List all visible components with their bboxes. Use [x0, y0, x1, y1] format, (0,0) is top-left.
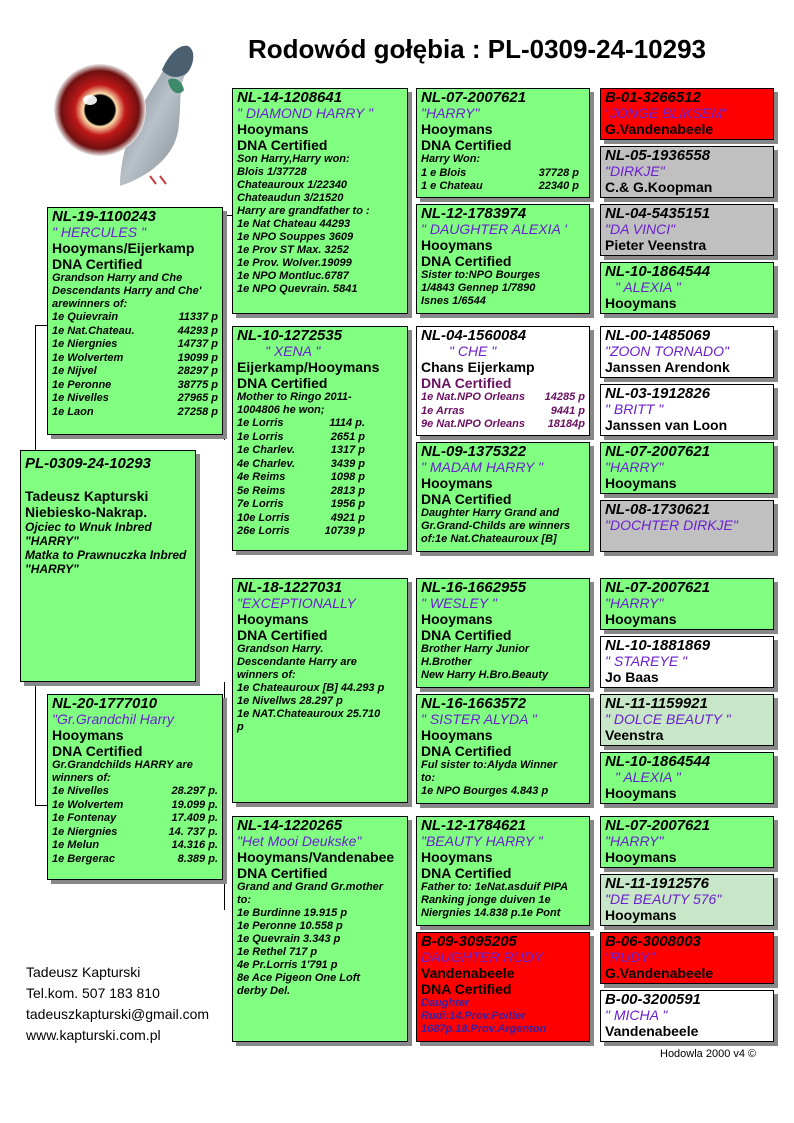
race: 1e Peronne: [52, 378, 112, 391]
description: p: [237, 721, 244, 733]
birds: 1317 p: [330, 444, 365, 456]
description: Grandson Harry.: [237, 643, 324, 655]
ring-number: NL-07-2007621: [605, 443, 711, 460]
pigeon-name: "BEAUTY HARRY ": [421, 833, 543, 849]
race: 26e Lorris: [237, 525, 290, 537]
race: 1e Nat.NPO Orleans: [421, 391, 525, 403]
sire-sire-card: [232, 88, 408, 314]
gen3-card: [416, 88, 590, 198]
result-row: [237, 498, 403, 512]
owner: Hooymans: [605, 907, 677, 923]
owner: Hooymans: [421, 727, 493, 743]
gen4-card: [600, 326, 774, 378]
ring-number: NL-14-1208641: [237, 89, 343, 106]
dam-card: [47, 694, 223, 880]
result-row: [52, 325, 218, 339]
result-row: [52, 365, 218, 379]
note: "HARRY": [25, 562, 79, 576]
race: 1e Melun: [52, 839, 100, 851]
dna-label: DNA Certified: [421, 981, 512, 997]
description: 1e Chateauroux [B] 44.293 p: [237, 682, 385, 694]
ring-number: NL-18-1227031: [237, 579, 343, 596]
ring-number: NL-10-1881869: [605, 637, 711, 654]
description: 1e NPO Montluc.6787: [237, 270, 349, 282]
result-row: [237, 417, 403, 431]
dna-label: DNA Certified: [421, 375, 512, 391]
race: 1e Fontenay: [52, 812, 117, 824]
ring-number: NL-16-1663572: [421, 695, 527, 712]
birds: 28.297 p.: [171, 785, 218, 797]
birds: 18184p: [547, 418, 585, 430]
gen3-card: [416, 204, 590, 314]
description: 1e NPO Souppes 3609: [237, 231, 354, 243]
owner: Hooymans: [421, 611, 493, 627]
description: to:: [421, 772, 436, 784]
dna-label: DNA Certified: [237, 627, 328, 643]
race: 1e Niergnies: [52, 338, 118, 350]
pigeon-name: " STAREYE ": [605, 653, 688, 669]
pigeon-name: " SISTER ALYDA ": [421, 711, 537, 727]
owner: Hooymans/Eijerkamp: [52, 240, 195, 256]
dam-dam-card: [232, 816, 408, 1042]
result-row: [52, 812, 218, 826]
gen3-card: [416, 326, 590, 436]
gen4-card: [600, 752, 774, 804]
sire-card: [47, 207, 223, 435]
ring-number: B-01-3266512: [605, 89, 701, 106]
gen4-card: [600, 262, 774, 314]
result-row: [421, 418, 585, 432]
birds: 28297 p: [177, 365, 218, 377]
breeder-name: Tadeusz Kapturski: [26, 964, 141, 980]
dna-label: DNA Certified: [421, 743, 512, 759]
gen4-card: [600, 204, 774, 256]
owner: Eijerkamp/Hooymans: [237, 359, 380, 375]
dna-label: DNA Certified: [421, 491, 512, 507]
owner: Jo Baas: [605, 669, 659, 685]
description: winners of:: [52, 772, 111, 784]
gen4-card: [600, 932, 774, 984]
ring-number: PL-0309-24-10293: [25, 455, 151, 472]
pigeon-name: DAUGHTER RUDY: [421, 949, 544, 965]
result-row: [237, 458, 403, 472]
pigeon-name: " MICHA ": [605, 1007, 668, 1023]
birds: 1956 p: [330, 498, 365, 510]
result-row: [52, 839, 218, 853]
sire-dam-card: [232, 326, 408, 551]
pigeon-name: "ZOON TORNADO": [605, 343, 730, 359]
dna-label: DNA Certified: [237, 137, 328, 153]
owner: Pieter Veenstra: [605, 237, 707, 253]
description: Ful sister to:Alyda Winner: [421, 759, 558, 771]
pigeon-name: " DOLCE BEAUTY ": [605, 711, 731, 727]
ring-number: NL-12-1784621: [421, 817, 527, 834]
ring-number: NL-07-2007621: [421, 89, 527, 106]
description: 8e Ace Pigeon One Loft: [237, 972, 361, 984]
description: 1e NAT.Chateauroux 25.710: [237, 708, 381, 720]
ring-number: NL-14-1220265: [237, 817, 343, 834]
description: Harry are grandfather to :: [237, 205, 370, 217]
result-row: [52, 338, 218, 352]
race: 1e Wolvertem: [52, 351, 124, 364]
gen4-card: [600, 694, 774, 746]
result-row: [421, 180, 585, 194]
pigeon-name: "HARRY": [605, 833, 664, 849]
description: Daughter: [421, 997, 470, 1009]
race: 7e Lorris: [237, 498, 284, 510]
ring-number: NL-09-1375322: [421, 443, 527, 460]
owner: Hooymans: [605, 475, 677, 491]
description: Sister to:NPO Bourges: [421, 269, 541, 281]
gen3-card: [416, 578, 590, 688]
description: Descendante Harry are: [237, 656, 357, 668]
dna-label: DNA Certified: [237, 375, 328, 391]
description: Gr.Grand-Childs are winners: [421, 520, 571, 532]
result-row: [237, 471, 403, 485]
owner: Hooymans: [605, 849, 677, 865]
ring-number: B-09-3095205: [421, 933, 517, 950]
owner: Janssen Arendonk: [605, 359, 730, 375]
description: New Harry H.Bro.Beauty: [421, 669, 549, 681]
ring-number: NL-05-1936558: [605, 147, 711, 164]
birds: 1098 p: [330, 471, 365, 483]
pigeon-name: " HERCULES ": [52, 224, 146, 240]
birds: 11337 p: [178, 311, 218, 323]
owner: Hooymans: [605, 611, 677, 627]
description: Mother to Ringo 2011-: [237, 391, 352, 403]
race: 10e Lorris: [237, 511, 290, 524]
pigeon-name: "DA VINCI": [605, 221, 676, 237]
birds: 27258 p: [177, 405, 218, 418]
description: Niergnies 14.838 p.1e Pont: [421, 907, 561, 919]
description: winners of:: [237, 669, 296, 681]
pigeon-name: "Gr.Grandchil Harry: [52, 711, 174, 727]
pigeon-name: " WESLEY ": [421, 595, 497, 611]
owner: Vandenabeele: [605, 1023, 699, 1039]
owner: Hooymans: [421, 237, 493, 253]
owner: Vandenabeele: [421, 965, 515, 981]
connector-line: [224, 215, 225, 440]
race: 1 e Chateau: [421, 180, 483, 192]
race: 1e Bergerac: [52, 852, 115, 865]
birds: 27965 p: [177, 392, 218, 404]
ring-number: NL-12-1783974: [421, 205, 527, 222]
birds: 14737 p: [177, 338, 218, 350]
description: Father to: 1eNat.asduif PIPA: [421, 881, 569, 893]
ring-number: NL-11-1912576: [605, 875, 709, 892]
description: 1e Nivellws 28.297 p: [237, 695, 343, 707]
breeder-email[interactable]: tadeuszkapturski@gmail.com: [26, 1006, 210, 1022]
description: 1e Nat Chateau 44293: [237, 218, 351, 230]
description: 1e NPO Bourges 4.843 p: [421, 785, 549, 797]
gen4-card: [600, 990, 774, 1042]
owner: Hooymans: [237, 121, 309, 137]
birds: 19099 p: [177, 351, 218, 364]
description: derby Del.: [237, 985, 291, 997]
owner: G.Vandenabeele: [605, 965, 714, 981]
birds: 4921 p: [330, 511, 365, 524]
gen4-card: [600, 816, 774, 868]
owner: Hooymans/Vandenabee: [237, 849, 395, 865]
description: 1687p.18.Prov.Argenton: [421, 1023, 547, 1035]
ring-number: NL-00-1485069: [605, 327, 711, 344]
owner: Hooymans: [52, 727, 124, 743]
ring-number: NL-10-1864544: [605, 263, 711, 280]
pigeon-name: " BRITT ": [605, 401, 664, 417]
description: 1e Rethel 717 p: [237, 946, 318, 958]
race: 4e Charlev.: [237, 457, 296, 470]
gen3-card: [416, 932, 590, 1042]
description: of:1e Nat.Chateauroux [B]: [421, 533, 557, 545]
software-footer: Hodowla 2000 v4 ©: [660, 1048, 757, 1060]
description: Blois 1/37728: [237, 166, 307, 178]
description: 1e Prov. Wolver.19099: [237, 257, 352, 269]
gen3-card: [416, 442, 590, 552]
pigeon-name: " XENA ": [265, 343, 321, 359]
connector-line: [35, 805, 47, 806]
owner: Hooymans: [237, 611, 309, 627]
owner: C.& G.Koopman: [605, 179, 713, 195]
race: 1e Wolvertem: [52, 798, 124, 811]
race: 1e Nijvel: [52, 365, 97, 377]
description: Gr.Grandchilds HARRY are: [52, 759, 193, 771]
description: 1e Burdinne 19.915 p: [237, 907, 348, 919]
breeder-phone: Tel.kom. 507 183 810: [26, 985, 160, 1001]
race: 1e Arras: [421, 404, 465, 417]
birds: 22340 p: [538, 180, 579, 192]
gen4-card: [600, 500, 774, 552]
race: 1e Nivelles: [52, 392, 109, 404]
note: Matka to Prawnuczka Inbred: [25, 548, 187, 562]
pigeon-name: "JONGE BLIKSEM": [605, 105, 728, 121]
birds: 14285 p: [544, 391, 585, 403]
description: H.Brother: [421, 656, 472, 668]
ring-number: NL-07-2007621: [605, 579, 711, 596]
description: Rudi:14.Prov.Poitier: [421, 1010, 526, 1022]
pigeon-name: "DOCHTER DIRKJE": [605, 517, 738, 533]
pigeon-name: "RUDY": [605, 949, 655, 965]
race: 1e Niergnies: [52, 825, 118, 838]
birds: 19.099 p.: [171, 798, 218, 811]
dna-label: DNA Certified: [421, 865, 512, 881]
result-row: [52, 392, 218, 406]
pigeon-name: "DE BEAUTY 576": [605, 891, 722, 907]
description: Isnes 1/6544: [421, 295, 486, 307]
birds: 14. 737 p.: [168, 825, 218, 838]
result-row: [421, 391, 585, 405]
race: 9e Nat.NPO Orleans: [421, 418, 525, 430]
description: Descendants Harry and Che': [52, 285, 202, 297]
dna-label: DNA Certified: [421, 627, 512, 643]
description: Son Harry,Harry won:: [237, 153, 350, 165]
result-row: [237, 525, 403, 539]
result-row: [237, 485, 403, 499]
result-row: [52, 799, 218, 813]
owner: Hooymans: [605, 295, 677, 311]
description: Chateaudun 3/21520: [237, 192, 344, 204]
pigeon-name: "DIRKJE": [605, 163, 665, 179]
pigeon-eye-logo: [50, 36, 198, 186]
ring-number: B-06-3008003: [605, 933, 701, 950]
birds: 14.316 p.: [171, 839, 218, 851]
owner: Hooymans: [421, 849, 493, 865]
dna-label: DNA Certified: [52, 743, 143, 759]
result-row: [52, 826, 218, 840]
result-row: [421, 167, 585, 181]
owner: Chans Eijerkamp: [421, 359, 535, 375]
dna-label: DNA Certified: [52, 256, 143, 272]
description: arewinners of:: [52, 298, 128, 310]
ring-number: NL-16-1662955: [421, 579, 527, 596]
ring-number: NL-08-1730621: [605, 501, 711, 518]
pigeon-name: "HARRY": [605, 595, 664, 611]
pigeon-name: " CHE ": [449, 343, 497, 359]
race: 5e Reims: [237, 484, 286, 497]
description: to:: [237, 894, 252, 906]
race: 1e Nivelles: [52, 785, 109, 797]
pigeon-name: " DIAMOND HARRY ": [237, 105, 373, 121]
owner: Tadeusz Kapturski: [25, 488, 149, 504]
description: Grandson Harry and Che: [52, 272, 183, 284]
pigeon-name: " DAUGHTER ALEXIA ': [421, 221, 567, 237]
result-row: [52, 311, 218, 325]
note: "HARRY": [25, 534, 79, 548]
gen3-card: [416, 694, 590, 804]
pigeon-name: " MADAM HARRY ": [421, 459, 543, 475]
result-row: [52, 785, 218, 799]
note: Ojciec to Wnuk Inbred: [25, 520, 152, 534]
connector-line: [35, 325, 47, 326]
result-row: [421, 405, 585, 419]
birds: 44293 p: [177, 324, 218, 337]
pigeon-name: " ALEXIA ": [615, 279, 681, 295]
description: Grand and Grand Gr.mother: [237, 881, 384, 893]
description: Chateauroux 1/22340: [237, 179, 348, 191]
description: 1e Quevrain 3.343 p: [237, 933, 341, 945]
race: 1e Lorris: [237, 430, 284, 443]
connector-line: [224, 682, 225, 910]
race: Harry Won:: [421, 153, 481, 165]
description: Brother Harry Junior: [421, 643, 530, 655]
gen4-card: [600, 636, 774, 688]
owner: Hooymans: [605, 785, 677, 801]
connector-line: [224, 215, 232, 216]
ring-number: NL-04-1560084: [421, 327, 527, 344]
dna-label: DNA Certified: [421, 253, 512, 269]
dna-label: DNA Certified: [421, 137, 512, 153]
result-row: [237, 512, 403, 526]
owner: G.Vandenabeele: [605, 121, 714, 137]
birds: 8.389 p.: [177, 852, 218, 865]
owner: Janssen van Loon: [605, 417, 728, 433]
result-row: [52, 853, 218, 867]
breeder-website[interactable]: www.kapturski.com.pl: [26, 1027, 161, 1043]
gen4-card: [600, 874, 774, 926]
owner: Hooymans: [421, 475, 493, 491]
ring-number: NL-20-1777010: [52, 695, 158, 712]
ring-number: NL-19-1100243: [52, 208, 156, 225]
pigeon-name: "HARRY": [605, 459, 664, 475]
gen4-card: [600, 442, 774, 494]
birds: 37728 p: [538, 166, 579, 179]
description: 1/4843 Gennep 1/7890: [421, 282, 536, 294]
race: 1e Lorris: [237, 417, 284, 429]
pigeon-name: "EXCEPTIONALLY: [237, 595, 356, 611]
gen4-card: [600, 384, 774, 436]
result-row: [421, 153, 585, 167]
birds: 2651 p: [330, 430, 365, 443]
gen4-card: [600, 88, 774, 140]
ring-number: NL-07-2007621: [605, 817, 711, 834]
owner: Veenstra: [605, 727, 664, 743]
subject-pigeon-card: [20, 450, 196, 682]
birds: 1114 p.: [329, 417, 365, 429]
gen4-card: [600, 578, 774, 630]
birds: 17.409 p.: [171, 812, 218, 824]
birds: 3439 p: [330, 457, 365, 470]
birds: 9441 p: [550, 404, 585, 417]
race: 1e Charlev.: [237, 444, 296, 456]
description: 1e Prov ST Max. 3252: [237, 244, 349, 256]
ring-number: B-00-3200591: [605, 991, 701, 1008]
description: Ranking jonge duiven 1e: [421, 894, 551, 906]
ring-number: NL-04-5435151: [605, 205, 711, 222]
pigeon-name: " ALEXIA ": [615, 769, 681, 785]
ring-number: NL-03-1912826: [605, 385, 711, 402]
description: Daughter Harry Grand and: [421, 507, 560, 519]
result-row: [237, 444, 403, 458]
location: Niebiesko-Nakrap.: [25, 504, 148, 520]
race: 1e Quievrain: [52, 311, 119, 323]
gen4-card: [600, 146, 774, 198]
ring-number: NL-10-1864544: [605, 753, 711, 770]
birds: 38775 p: [177, 378, 218, 391]
race: 4e Reims: [237, 471, 286, 483]
description: 4e Pr.Lorris 1'791 p: [237, 959, 338, 971]
dam-sire-card: [232, 578, 408, 803]
result-row: [237, 431, 403, 445]
race: 1e Laon: [52, 405, 94, 418]
ring-number: NL-11-1159921: [605, 695, 708, 712]
race: 1 e Blois: [421, 166, 467, 179]
page-title: Rodowód gołębia : PL-0309-24-10293: [248, 34, 707, 64]
birds: 2813 p: [330, 484, 365, 497]
pigeon-name: "HARRY": [421, 105, 480, 121]
birds: 10739 p: [324, 525, 365, 537]
result-row: [52, 406, 218, 420]
result-row: [52, 379, 218, 393]
gen3-card: [416, 816, 590, 926]
ring-number: NL-10-1272535: [237, 327, 343, 344]
description: 1e Peronne 10.558 p: [237, 920, 343, 932]
owner: Hooymans: [421, 121, 493, 137]
description: 1e NPO Quevrain. 5841: [237, 283, 358, 295]
dna-label: DNA Certified: [237, 865, 328, 881]
result-row: [52, 352, 218, 366]
pigeon-name: "Het Mooi Deukske": [237, 833, 362, 849]
description: 1004806 he won;: [237, 404, 325, 416]
race: 1e Nat.Chateau.: [52, 324, 135, 337]
breeder-info: [26, 962, 209, 1046]
